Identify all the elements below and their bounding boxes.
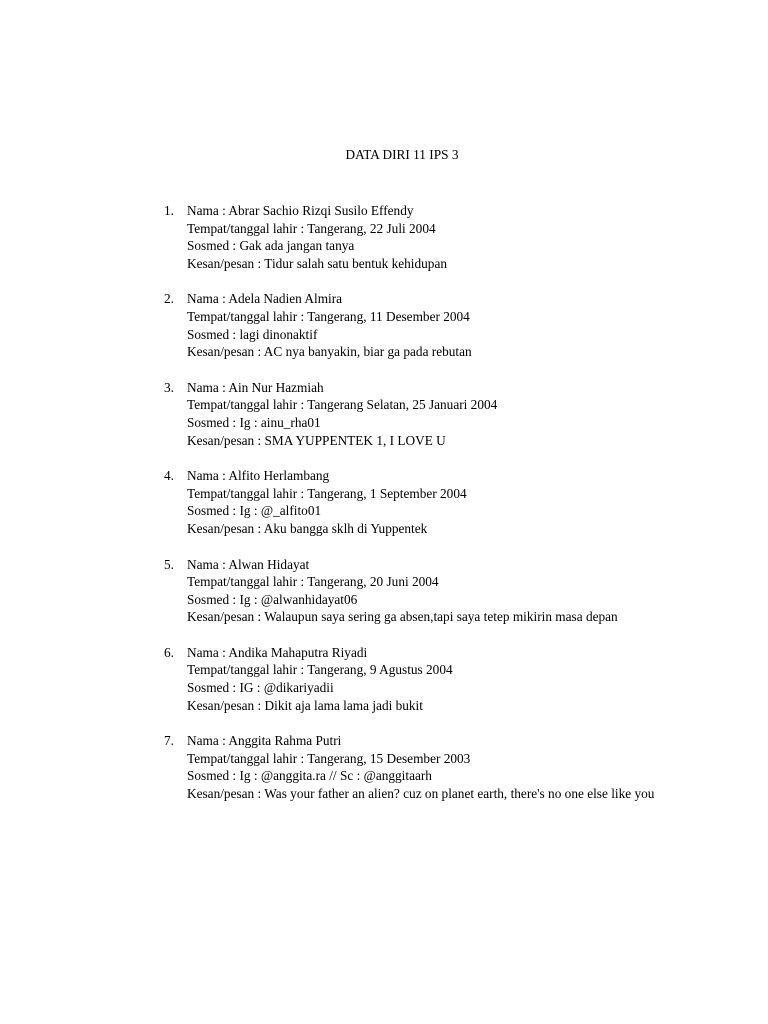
list-item	[160, 202, 660, 272]
ttl-line: Tempat/tanggal lahir : Tangerang, 1 September 2004	[187, 485, 467, 501]
kesan-line: Kesan/pesan : Dikit aja lama lama jadi bukit	[187, 697, 423, 713]
kesan-line: Kesan/pesan : Walaupun saya sering ga absen,tapi saya tetep mikirin masa depan	[187, 609, 618, 625]
list-item	[160, 467, 660, 537]
nama-line: Nama : Abrar Sachio Rizqi Susilo Effendy	[187, 203, 414, 218]
sosmed-line: Sosmed : Ig : @anggita.ra // Sc : @anggitaarh	[187, 768, 432, 784]
ttl-line: Tempat/tanggal lahir : Tangerang, 22 Juli 2004	[187, 220, 436, 236]
nama-line: Nama : Anggita Rahma Putri	[187, 733, 342, 749]
list-item	[160, 379, 660, 449]
sosmed-line: Sosmed : IG : @dikariyadii	[187, 680, 334, 696]
sosmed-line: Sosmed : Gak ada jangan tanya	[187, 238, 355, 254]
nama-line: Nama : Alwan Hidayat	[187, 556, 310, 572]
ttl-line: Tempat/tanggal lahir : Tangerang Selatan, 25 Januari 2004	[187, 397, 498, 413]
sosmed-line: Sosmed : lagi dinonaktif	[187, 326, 318, 342]
list-item	[160, 290, 660, 360]
sosmed-line: Sosmed : Ig : ainu_rha01	[187, 414, 321, 430]
sosmed-line: Sosmed : Ig : @_alfito01	[187, 503, 322, 519]
ttl-line: Tempat/tanggal lahir : Tangerang, 15 Desember 2003	[187, 750, 471, 766]
student-list	[160, 202, 660, 821]
kesan-line: Kesan/pesan : Tidur salah satu bentuk kehidupan	[187, 255, 447, 271]
list-number: 1.	[164, 203, 174, 218]
nama-line: Nama : Ain Nur Hazmiah	[187, 379, 324, 395]
nama-line: Nama : Adela Nadien Almira	[187, 291, 343, 307]
list-item	[160, 644, 660, 714]
nama-line: Nama : Andika Mahaputra Riyadi	[187, 644, 368, 660]
list-item	[160, 556, 660, 626]
sosmed-line: Sosmed : Ig : @alwanhidayat06	[187, 591, 358, 607]
kesan-line: Kesan/pesan : Was your father an alien? cuz on planet earth, there's no one else like you	[187, 786, 655, 802]
list-number: 2.	[164, 291, 174, 307]
list-number: 3.	[164, 379, 174, 395]
kesan-line: Kesan/pesan : Aku bangga sklh di Yuppentek	[187, 520, 428, 536]
list-number: 6.	[164, 644, 174, 660]
kesan-line: Kesan/pesan : AC nya banyakin, biar ga pada rebutan	[187, 344, 472, 360]
document-title: DATA DIRI 11 IPS 3	[345, 147, 459, 162]
nama-line: Nama : Alfito Herlambang	[187, 468, 330, 484]
list-number: 4.	[164, 468, 174, 484]
ttl-line: Tempat/tanggal lahir : Tangerang, 11 Desember 2004	[187, 308, 470, 324]
list-item	[160, 732, 660, 802]
ttl-line: Tempat/tanggal lahir : Tangerang, 20 Juni 2004	[187, 574, 439, 590]
kesan-line: Kesan/pesan : SMA YUPPENTEK 1, I LOVE U	[187, 432, 446, 448]
list-number: 7.	[164, 733, 174, 749]
ttl-line: Tempat/tanggal lahir : Tangerang, 9 Agustus 2004	[187, 662, 453, 678]
list-number: 5.	[164, 556, 174, 572]
